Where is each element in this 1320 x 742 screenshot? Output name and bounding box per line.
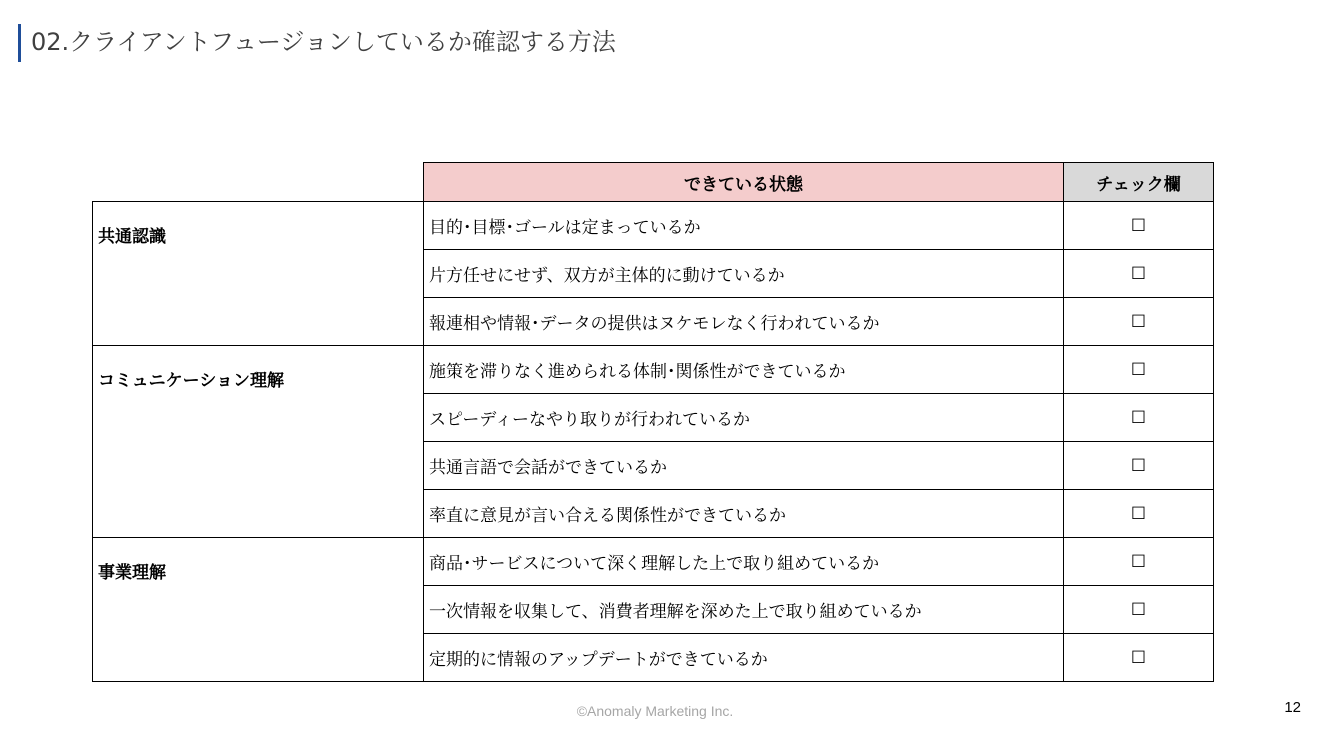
checkbox[interactable]: ☐ xyxy=(1064,634,1214,682)
table-row xyxy=(93,538,1214,586)
header-state: できている状態 xyxy=(424,163,1064,202)
table-header-row xyxy=(93,163,1214,202)
item-cell: 施策を滞りなく進められる体制･関係性ができているか xyxy=(424,346,1064,394)
category-cell: 共通認識 xyxy=(93,202,424,346)
footer-copyright: ©Anomaly Marketing Inc. xyxy=(576,703,734,719)
checkbox[interactable]: ☐ xyxy=(1064,250,1214,298)
item-cell: 率直に意見が言い合える関係性ができているか xyxy=(424,490,1064,538)
checkbox[interactable]: ☐ xyxy=(1064,442,1214,490)
table-row xyxy=(93,346,1214,394)
checkbox[interactable]: ☐ xyxy=(1064,298,1214,346)
item-cell: スピーディーなやり取りが行われているか xyxy=(424,394,1064,442)
checkbox[interactable]: ☐ xyxy=(1064,586,1214,634)
item-cell: 報連相や情報･データの提供はヌケモレなく行われているか xyxy=(424,298,1064,346)
item-cell: 目的･目標･ゴールは定まっているか xyxy=(424,202,1064,250)
category-cell: 事業理解 xyxy=(93,538,424,682)
item-cell: 一次情報を収集して、消費者理解を深めた上で取り組めているか xyxy=(424,586,1064,634)
header-blank-cell xyxy=(93,163,424,202)
category-cell: コミュニケーション理解 xyxy=(93,346,424,538)
page-title: 02.クライアントフュージョンしているか確認する方法 xyxy=(31,28,616,56)
item-cell: 共通言語で会話ができているか xyxy=(424,442,1064,490)
checkbox[interactable]: ☐ xyxy=(1064,490,1214,538)
checklist-table xyxy=(92,162,1214,682)
title-accent-bar xyxy=(18,24,21,62)
item-cell: 定期的に情報のアップデートができているか xyxy=(424,634,1064,682)
checkbox[interactable]: ☐ xyxy=(1064,538,1214,586)
checkbox[interactable]: ☐ xyxy=(1064,346,1214,394)
header-check: チェック欄 xyxy=(1064,163,1214,202)
checkbox[interactable]: ☐ xyxy=(1064,202,1214,250)
checkbox[interactable]: ☐ xyxy=(1064,394,1214,442)
page-number: 12 xyxy=(1284,699,1301,716)
table-row xyxy=(93,202,1214,250)
item-cell: 片方任せにせず、双方が主体的に動けているか xyxy=(424,250,1064,298)
item-cell: 商品･サービスについて深く理解した上で取り組めているか xyxy=(424,538,1064,586)
